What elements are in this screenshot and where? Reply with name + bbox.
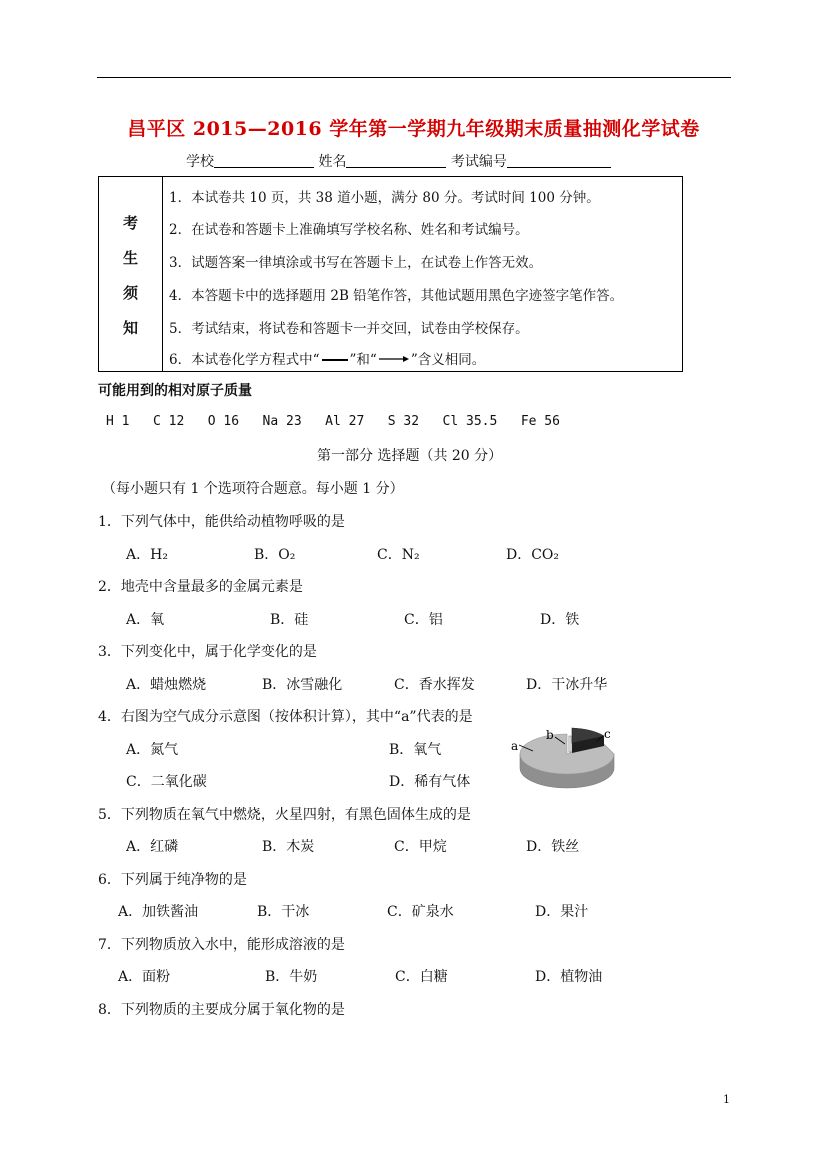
- part1-instructions: （每小题只有 1 个选项符合题意。每小题 1 分）: [102, 481, 404, 497]
- question-stem: 1．下列气体中，能供给动植物呼吸的是: [98, 514, 345, 530]
- option-b[interactable]: B．干冰: [257, 904, 310, 920]
- option-c[interactable]: C．铝: [404, 612, 443, 628]
- option-c[interactable]: C．N₂: [377, 547, 420, 563]
- notice-label-char: 知: [122, 319, 138, 337]
- air-composition-pie-figure: [505, 724, 620, 796]
- notice-label-char: 考: [122, 214, 138, 232]
- name-label: 姓名: [318, 154, 347, 170]
- page-number: 1: [723, 1093, 730, 1106]
- option-d[interactable]: D．CO₂: [506, 547, 560, 563]
- atomic-mass-heading: 可能用到的相对原子质量: [98, 383, 252, 399]
- option-d[interactable]: D．稀有气体: [389, 774, 471, 790]
- option-d[interactable]: D．干冰升华: [526, 677, 608, 693]
- equals-symbol-icon: [322, 359, 348, 361]
- pie-label-b: b: [546, 728, 554, 742]
- notice-label-char: 须: [122, 284, 138, 302]
- question-stem: 5．下列物质在氧气中燃烧，火星四射，有黑色固体生成的是: [98, 807, 471, 823]
- exam-no-blank[interactable]: [507, 153, 611, 168]
- notice-label-char: 生: [122, 249, 138, 267]
- notice-label: [99, 211, 162, 351]
- notice-rule-3: 3．试题答案一律填涂或书写在答题卡上，在试卷上作答无效。: [169, 255, 543, 271]
- notice-rule-5: 5．考试结束，将试卷和答题卡一并交回，试卷由学校保存。: [169, 321, 529, 337]
- option-c[interactable]: C．二氧化碳: [126, 774, 207, 790]
- question-stem: 6．下列属于纯净物的是: [98, 872, 247, 888]
- option-b[interactable]: B．冰雪融化: [262, 677, 343, 693]
- exam-no-label: 考试编号: [450, 154, 507, 170]
- option-a[interactable]: A．H₂: [126, 547, 168, 563]
- question-stem: 4．右图为空气成分示意图（按体积计算），其中“a”代表的是: [98, 709, 473, 725]
- option-a[interactable]: A．红磷: [126, 839, 179, 855]
- arrow-symbol-icon: [379, 355, 409, 363]
- atomic-mass-values: H 1 C 12 O 16 Na 23 Al 27 S 32 Cl 35.5 Fe 56: [106, 414, 560, 429]
- school-label: 学校: [186, 154, 214, 170]
- option-d[interactable]: D．植物油: [535, 969, 603, 985]
- option-b[interactable]: B．氧气: [389, 742, 442, 758]
- option-b[interactable]: B．O₂: [254, 547, 296, 563]
- school-blank[interactable]: [214, 153, 314, 168]
- option-a[interactable]: A．蜡烛燃烧: [126, 677, 207, 693]
- option-c[interactable]: C．白糖: [395, 969, 448, 985]
- part1-heading: 第一部分 选择题（共 20 分）: [317, 448, 503, 464]
- option-b[interactable]: B．硅: [270, 612, 309, 628]
- option-a[interactable]: A．加铁酱油: [118, 904, 199, 920]
- header-rule: [97, 77, 731, 78]
- option-a[interactable]: A．氧: [126, 612, 165, 628]
- option-a[interactable]: A．氮气: [126, 742, 179, 758]
- notice-divider: [162, 177, 163, 371]
- question-stem: 3．下列变化中，属于化学变化的是: [98, 644, 317, 660]
- question-stem: 2．地壳中含量最多的金属元素是: [98, 579, 303, 595]
- notice-rule-1: 1．本试卷共 10 页，共 38 道小题，满分 80 分。考试时间 100 分钟。: [169, 190, 600, 206]
- option-b[interactable]: B．木炭: [262, 839, 315, 855]
- pie-label-c: c: [604, 727, 611, 741]
- notice-rule-6: 6．本试卷化学方程式中“ ”和“ ”含义相同。: [169, 352, 486, 368]
- option-d[interactable]: D．铁丝: [526, 839, 580, 855]
- exam-title: 昌平区 2015—2016 学年第一学期九年级期末质量抽测化学试卷: [127, 118, 700, 140]
- option-c[interactable]: C．甲烷: [394, 839, 447, 855]
- option-a[interactable]: A．面粉: [118, 969, 171, 985]
- question-stem: 7．下列物质放入水中，能形成溶液的是: [98, 937, 345, 953]
- option-d[interactable]: D．果汁: [535, 904, 589, 920]
- option-b[interactable]: B．牛奶: [265, 969, 318, 985]
- pie-slice-b: [569, 736, 571, 752]
- pie-label-a: a: [511, 739, 519, 753]
- notice-rule-4: 4．本答题卡中的选择题用 2B 铅笔作答，其他试题用黑色字迹签字笔作答。: [169, 288, 624, 304]
- student-info-row: [186, 151, 611, 171]
- name-blank[interactable]: [346, 153, 446, 168]
- notice-rule-2: 2．在试卷和答题卡上准确填写学校名称、姓名和考试编号。: [169, 222, 529, 238]
- option-c[interactable]: C．矿泉水: [387, 904, 454, 920]
- question-stem: 8．下列物质的主要成分属于氧化物的是: [98, 1002, 345, 1018]
- examinee-notice-box: [98, 176, 683, 372]
- option-c[interactable]: C．香水挥发: [394, 677, 475, 693]
- option-d[interactable]: D．铁: [540, 612, 580, 628]
